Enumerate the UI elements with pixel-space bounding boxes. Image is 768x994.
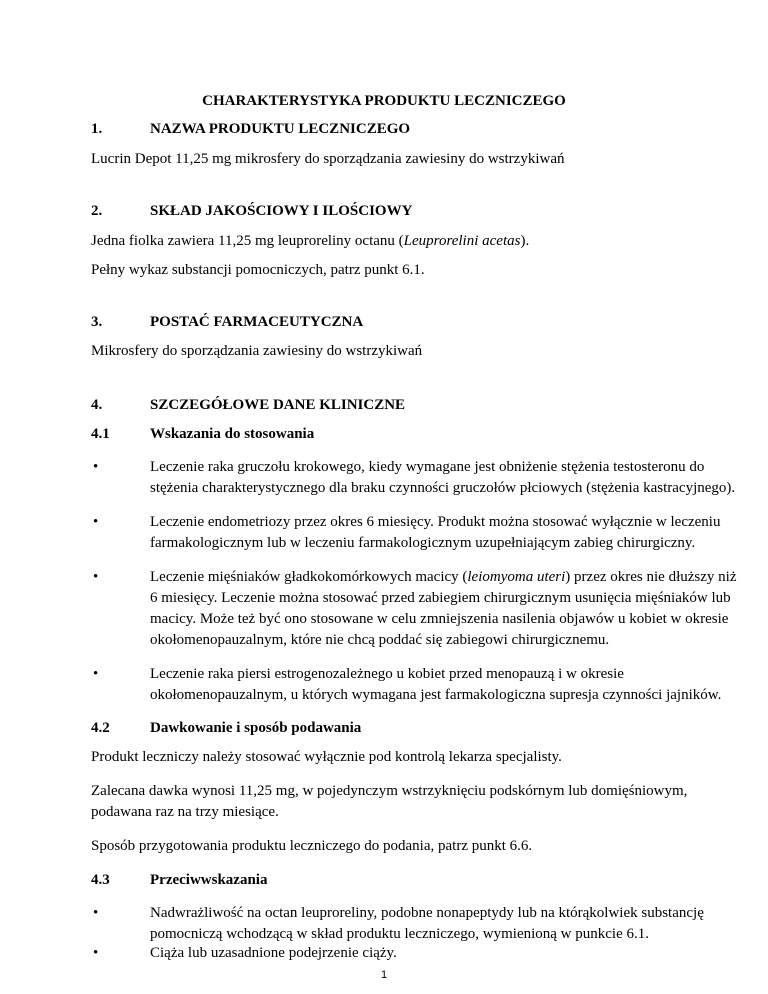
bullet-marker: •: [93, 569, 99, 585]
section-4-1-heading: Wskazania do stosowania: [150, 426, 315, 442]
bullet-marker: •: [93, 514, 99, 530]
indication-2-line-1: Leczenie endometriozy przez okres 6 miesięcy. Produkt można stosować wyłącznie w leczeniu: [150, 514, 721, 530]
section-1-number: 1.: [91, 121, 103, 137]
dosage-text-1: Produkt leczniczy należy stosować wyłącznie pod kontrolą lekarza specjalisty.: [91, 749, 562, 765]
section-4-2-heading: Dawkowanie i sposób podawania: [150, 720, 362, 736]
section-3-heading: POSTAĆ FARMACEUTYCZNA: [150, 314, 364, 330]
contraindication-1-line-1: Nadwrażliwość na octan leuproreliny, podobne nonapeptydy lub na którąkolwiek substancję: [150, 905, 704, 921]
indication-1-line-1: Leczenie raka gruczołu krokowego, kiedy wymagane jest obniżenie stężenia testosteronu do: [150, 459, 705, 475]
section-2-heading: SKŁAD JAKOŚCIOWY I ILOŚCIOWY: [150, 203, 413, 219]
product-name-text: Lucrin Depot 11,25 mg mikrosfery do sporządzania zawiesiny do wstrzykiwań: [91, 151, 565, 167]
section-3-number: 3.: [91, 314, 103, 330]
section-1-heading: NAZWA PRODUKTU LECZNICZEGO: [150, 121, 411, 137]
composition-text: Jedna fiolka zawiera 11,25 mg leuproreliny octanu (Leuprorelini acetas).: [91, 233, 530, 249]
indication-4-line-2: okołomenopauzalnym, u których wymagana jest farmakologiczna supresja czynności jajników.: [150, 687, 722, 703]
page-number: 1: [380, 969, 388, 981]
bullet-marker: •: [93, 459, 99, 475]
dosage-text-3: Sposób przygotowania produktu leczniczego do podania, patrz punkt 6.6.: [91, 838, 533, 854]
section-4-2-number: 4.2: [91, 720, 110, 736]
bullet-marker: •: [93, 905, 99, 921]
indication-1-line-2: stężenia charakterystycznego dla braku czynności gruczołów płciowych (stężenia kastracyjnego).: [150, 480, 736, 496]
section-2-number: 2.: [91, 203, 103, 219]
section-4-number: 4.: [91, 397, 103, 413]
indication-2-line-2: farmakologicznym lub w leczeniu farmakologicznym uzupełniającym zabieg chirurgiczny.: [150, 535, 696, 551]
contraindication-1-line-2: pomocniczą wchodzącą w skład produktu leczniczego, wymienioną w punkcie 6.1.: [150, 926, 649, 942]
excipients-text: Pełny wykaz substancji pomocniczych, patrz punkt 6.1.: [91, 262, 425, 278]
pharmaceutical-form-text: Mikrosfery do sporządzania zawiesiny do wstrzykiwań: [91, 343, 423, 359]
contraindication-2: Ciąża lub uzasadnione podejrzenie ciąży.: [150, 945, 397, 961]
document-title: CHARAKTERYSTYKA PRODUKTU LECZNICZEGO: [202, 93, 566, 109]
indication-4-line-1: Leczenie raka piersi estrogenozależnego u kobiet przed menopauzą i w okresie: [150, 666, 624, 682]
dosage-text-2-line-2: podawana raz na trzy miesiące.: [91, 804, 279, 820]
indication-3-line-4: okołomenopauzalnym, które nie chcą poddać się zabiegowi chirurgicznemu.: [150, 632, 610, 648]
section-4-1-number: 4.1: [91, 426, 110, 442]
dosage-text-2-line-1: Zalecana dawka wynosi 11,25 mg, w pojedynczym wstrzyknięciu podskórnym lub domięśniowym,: [91, 783, 688, 799]
section-4-3-heading: Przeciwwskazania: [150, 872, 268, 888]
indication-3-line-3: macicy. Może też być ono stosowane w celu zmniejszenia nasilenia objawów u kobiet w okresie: [150, 611, 729, 627]
bullet-marker: •: [93, 945, 99, 961]
bullet-marker: •: [93, 666, 99, 682]
section-4-heading: SZCZEGÓŁOWE DANE KLINICZNE: [150, 397, 406, 413]
indication-3-line-1: Leczenie mięśniaków gładkokomórkowych macicy (leiomyoma uteri) przez okres nie dłuższy niż: [150, 569, 737, 585]
section-4-3-number: 4.3: [91, 872, 110, 888]
indication-3-line-2: 6 miesięcy. Leczenie można stosować przed zabiegiem chirurgicznym usunięcia mięśniaków lub: [150, 590, 731, 606]
